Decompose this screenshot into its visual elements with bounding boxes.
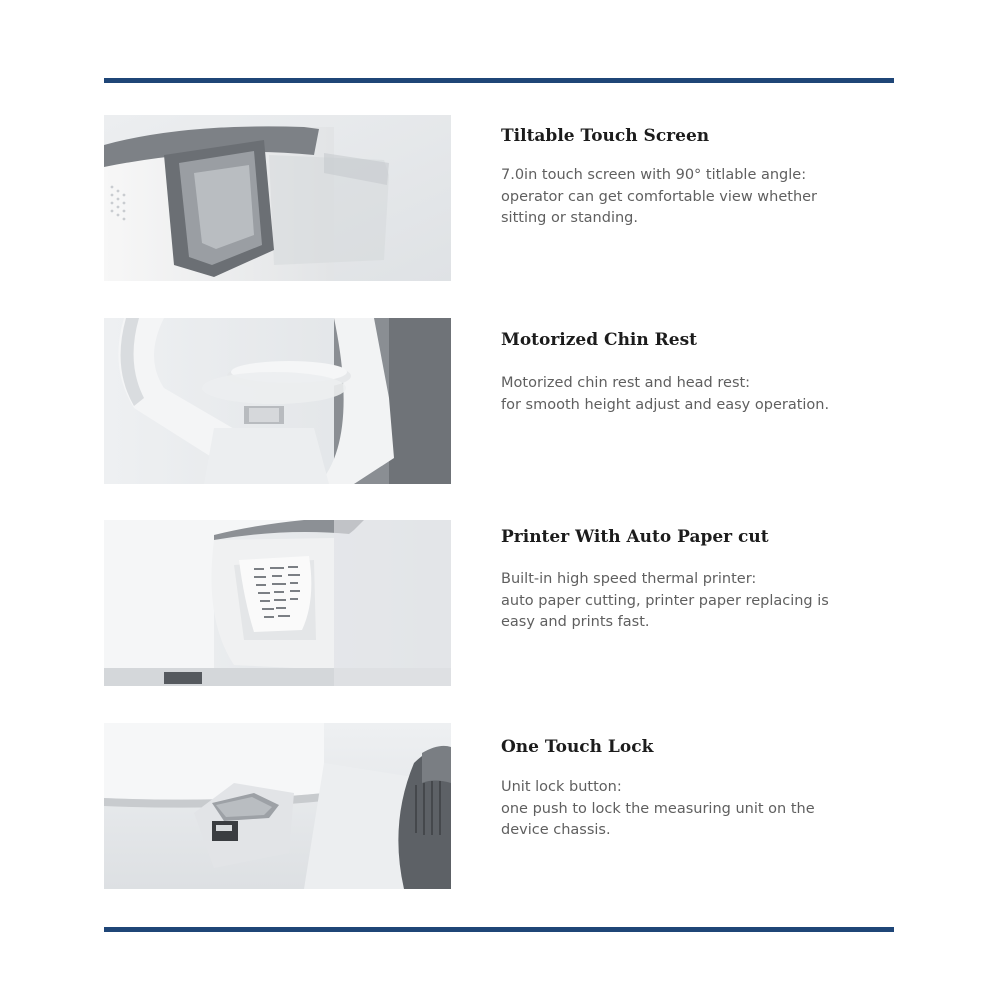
feature-description-line: one push to lock the measuring unit on the xyxy=(501,800,815,817)
feature-description-line: Unit lock button: xyxy=(501,779,622,795)
feature-description xyxy=(501,373,906,416)
touch-screen-photo xyxy=(104,115,451,281)
feature-title: Tiltable Touch Screen xyxy=(501,126,710,146)
feature-description xyxy=(501,569,906,634)
feature-title: Printer With Auto Paper cut xyxy=(501,527,769,547)
feature-description-line: easy and prints fast. xyxy=(501,614,650,630)
feature-description-line: auto paper cutting, printer paper replacing is xyxy=(501,592,829,609)
feature-description-line: operator can get comfortable view whether xyxy=(501,188,818,205)
feature-touch-screen xyxy=(104,115,904,281)
feature-description-line: device chassis. xyxy=(501,822,611,838)
feature-printer xyxy=(104,520,904,686)
feature-chin-rest xyxy=(104,318,904,484)
feature-description-line: Built-in high speed thermal printer: xyxy=(501,571,757,587)
feature-title: Motorized Chin Rest xyxy=(501,330,698,350)
bottom-divider xyxy=(104,927,894,932)
top-divider xyxy=(104,78,894,83)
feature-description-line: 7.0in touch screen with 90° titlable angle: xyxy=(501,167,807,183)
feature-title: One Touch Lock xyxy=(501,737,654,757)
feature-description-line: sitting or standing. xyxy=(501,210,638,226)
feature-description-line: for smooth height adjust and easy operation. xyxy=(501,396,830,413)
feature-description-line: Motorized chin rest and head rest: xyxy=(501,375,751,391)
feature-description xyxy=(501,777,906,842)
touch-lock-photo xyxy=(104,723,451,889)
printer-photo xyxy=(104,520,451,686)
chin-rest-photo xyxy=(104,318,451,484)
feature-description xyxy=(501,165,906,230)
feature-touch-lock xyxy=(104,723,904,889)
